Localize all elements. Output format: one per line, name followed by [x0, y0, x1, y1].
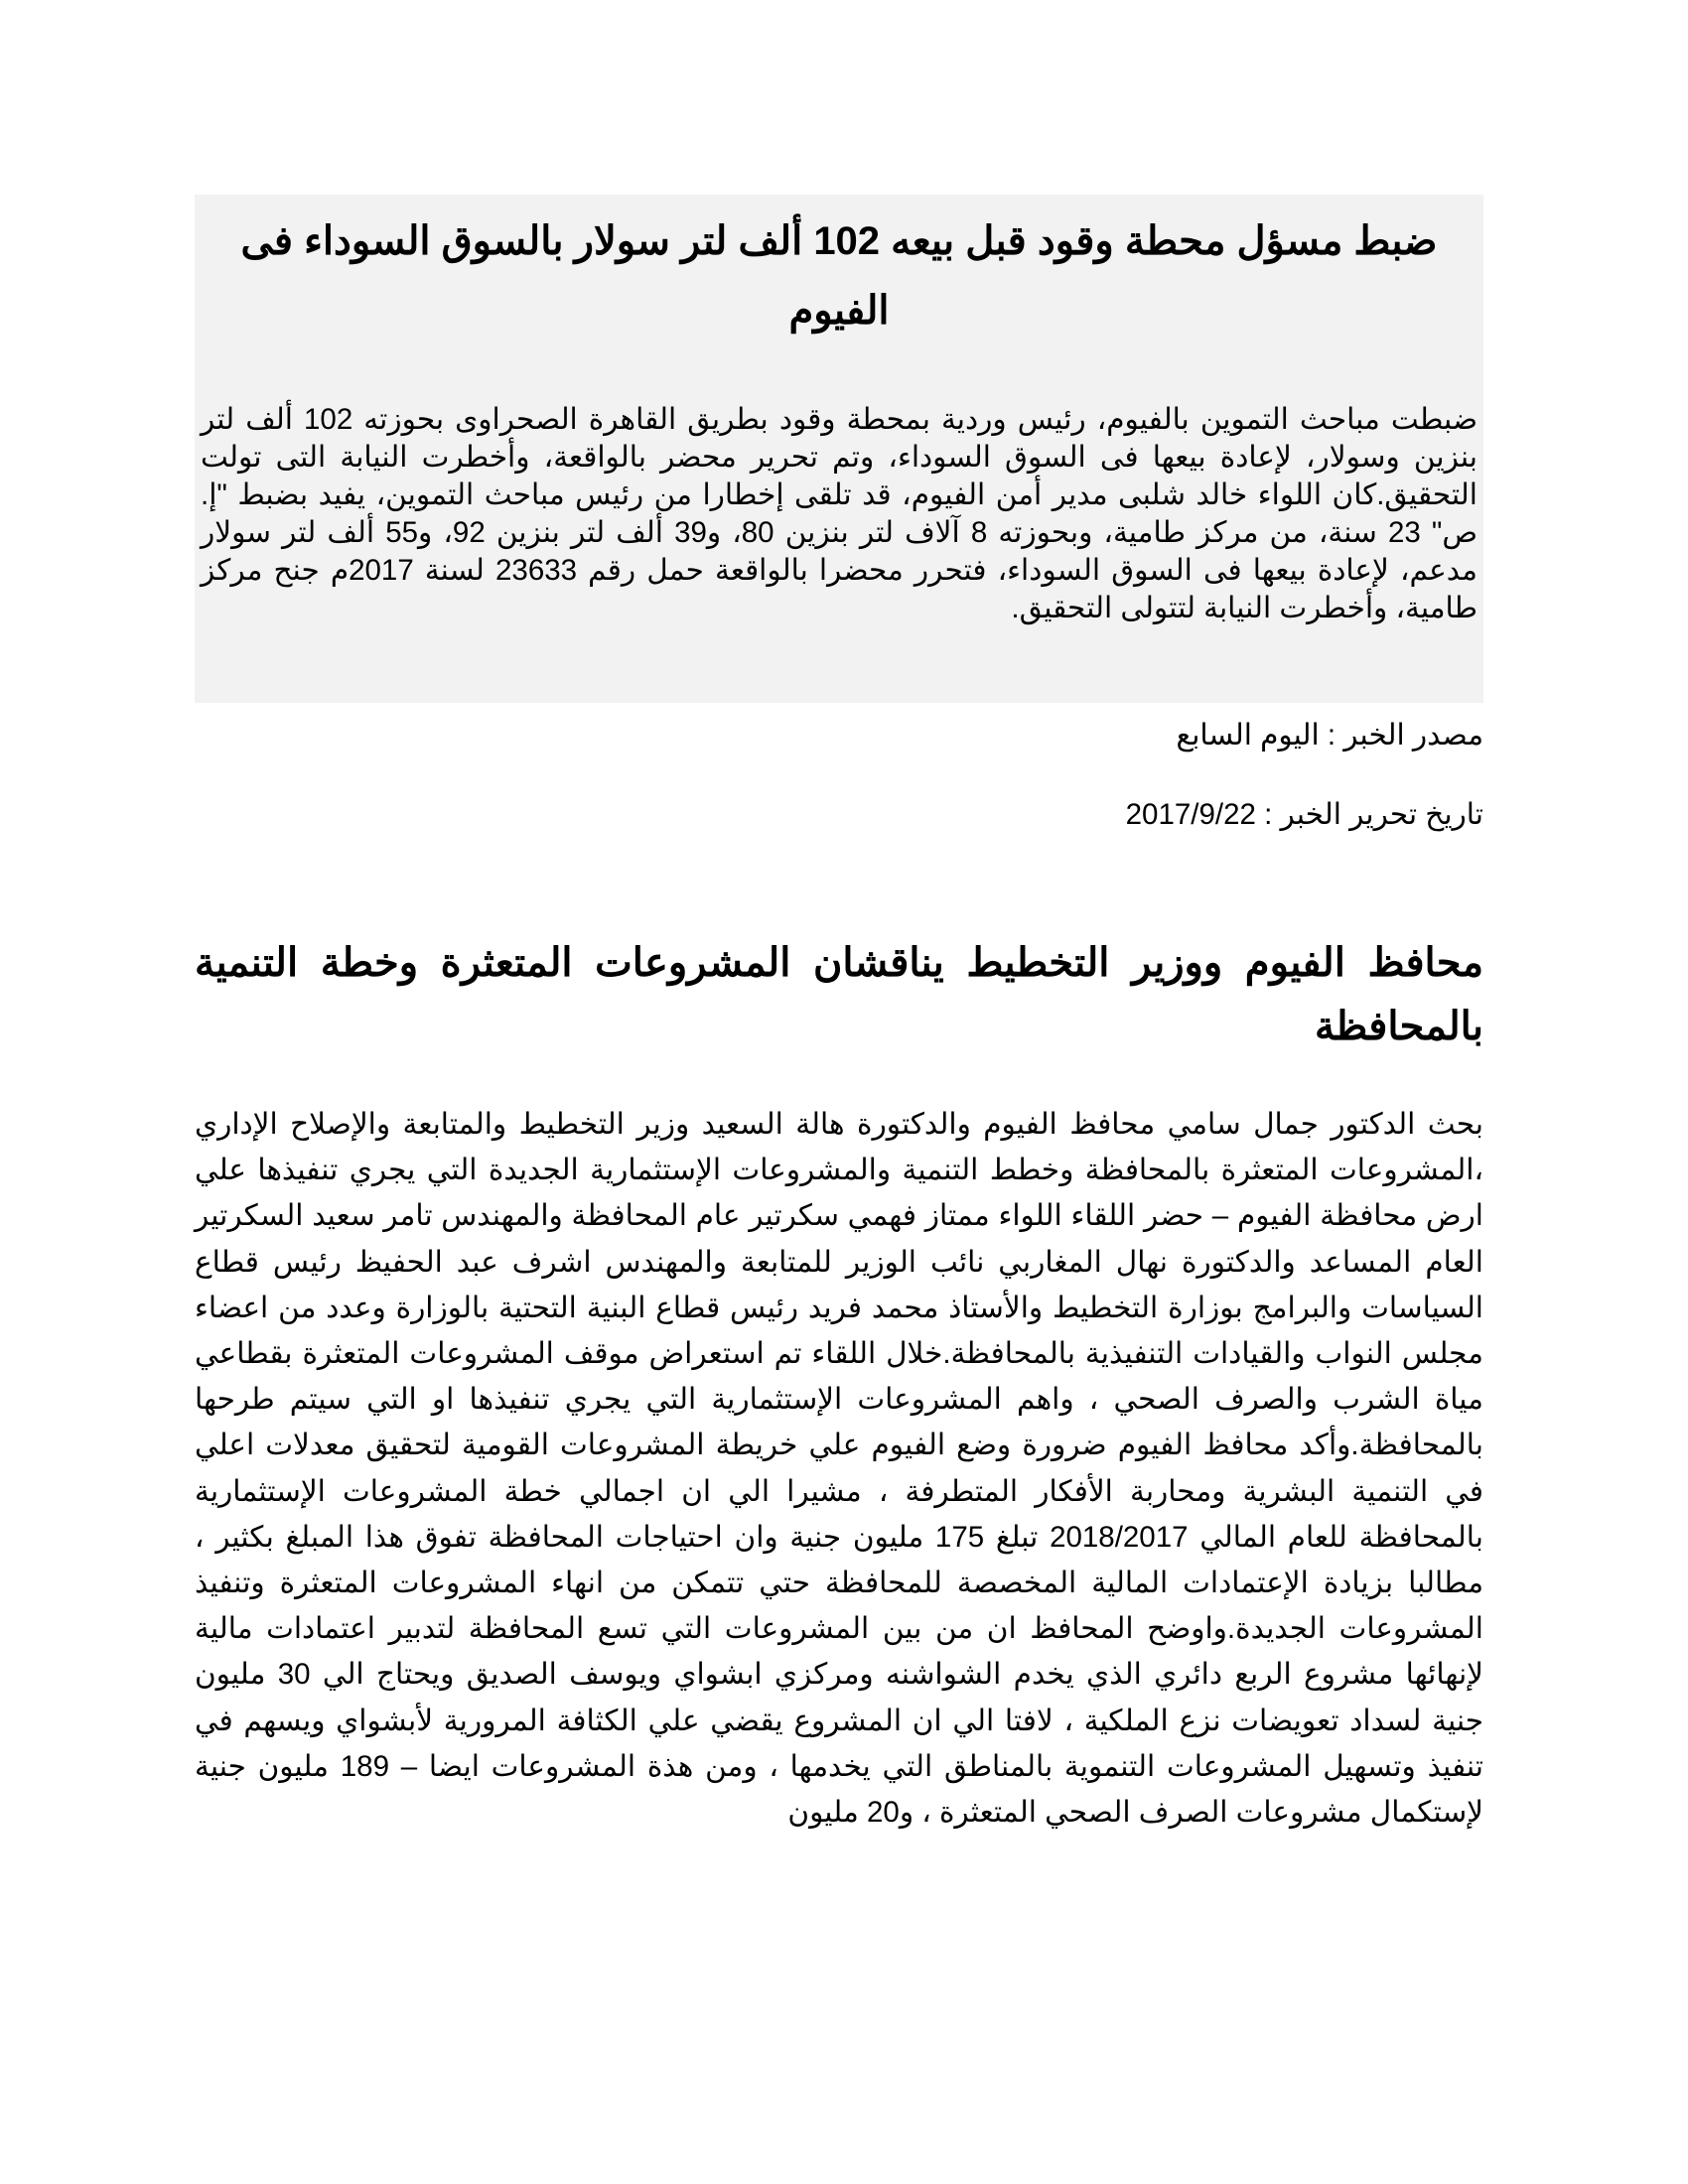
- document-page: [195, 195, 1483, 1836]
- news-source-line: [195, 717, 1483, 754]
- news-date-value: 2017/9/22: [1125, 798, 1256, 831]
- article-1-title: ضبط مسؤل محطة وقود قبل بيعه 102 ألف لتر سولار بالسوق السوداء فى الفيوم: [240, 219, 1438, 333]
- news-source-value: اليوم السابع: [1176, 719, 1320, 751]
- news-source-label: مصدر الخبر :: [1319, 719, 1483, 751]
- news-date-line: [195, 796, 1483, 834]
- article-1-body: ضبطت مباحث التموين بالفيوم، رئيس وردية بمحطة وقود بطريق القاهرة الصحراوى بحوزته 102 ألف لتر بنزين وسولار، لإعادة بيعها فى السوق السوداء، وتم تحرير محضر بالواقعة، وأخطرت النيابة التى تولت التحقيق.كان اللواء خالد شلبى مدير أمن الفيوم، قد تلقى إخطارا من رئيس مباحث التموين، يفيد بضبط "إ. ص" 23 سنة، من مركز طامية، وبحوزته 8 آلاف لتر بنزين 80، و39 ألف لتر بنزين 92، و55 ألف لتر سولار مدعم، لإعادة بيعها فى السوق السوداء، فتحرر محضرا بالواقعة حمل رقم 23633 لسنة 2017م جنح مركز طامية، وأخطرت النيابة لتتولى التحقيق.: [201, 403, 1478, 624]
- article-2-title: محافظ الفيوم ووزير التخطيط يناقشان المشروعات المتعثرة وخطة التنمية بالمحافظة: [195, 941, 1483, 1048]
- article-2-body: بحث الدكتور جمال سامي محافظ الفيوم والدكتورة هالة السعيد وزير التخطيط والمتابعة والإصلاح الإداري ،المشروعات المتعثرة بالمحافظة وخطط التنمية والمشروعات الإستثمارية الجديدة التي يجري تنفيذها علي ارض محافظة الفيوم – حضر اللقاء اللواء ممتاز فهمي سكرتير عام المحافظة والمهندس تامر سعيد السكرتير العام المساعد والدكتورة نهال المغاربي نائب الوزير للمتابعة والمهندس اشرف عبد الحفيظ رئيس قطاع السياسات والبرامج بوزارة التخطيط والأستاذ محمد فريد رئيس قطاع البنية التحتية بالوزارة وعدد من اعضاء مجلس النواب والقيادات التنفيذية بالمحافظة.خلال اللقاء تم استعراض موقف المشروعات المتعثرة بقطاعي مياة الشرب والصرف الصحي ، واهم المشروعات الإستثمارية التي يجري تنفيذها او التي سيتم طرحها بالمحافظة.وأكد محافظ الفيوم ضرورة وضع الفيوم علي خريطة المشروعات القومية لتحقيق معدلات اعلي في التنمية البشرية ومحاربة الأفكار المتطرفة ، مشيرا الي ان اجمالي خطة المشروعات الإستثمارية بالمحافظة للعام المالي 2018/2017 تبلغ 175 مليون جنية وان احتياجات المحافظة تفوق هذا المبلغ بكثير ، مطالبا بزيادة الإعتمادات المالية المخصصة للمحافظة حتي تتمكن من انهاء المشروعات المتعثرة وتنفيذ المشروعات الجديدة.واوضح المحافظ ان من بين المشروعات التي تسع المحافظة لتدبير اعتمادات مالية لإنهائها مشروع الربع دائري الذي يخدم الشواشنه ومركزي ابشواي ويوسف الصديق ويحتاج الي 30 مليون جنية لسداد تعويضات نزع الملكية ، لافتا الي ان المشروع يقضي علي الكثافة المرورية لأبشواي ويسهم في تنفيذ وتسهيل المشروعات التنموية بالمناطق التي يخدمها ، ومن هذة المشروعات ايضا – 189 مليون جنية لإستكمال مشروعات الصرف الصحي المتعثرة ، و20 مليون: [195, 1108, 1483, 1830]
- article-1-block: [195, 195, 1483, 703]
- news-date-label: تاريخ تحرير الخبر :: [1255, 798, 1483, 831]
- article-2-block: [195, 931, 1483, 1836]
